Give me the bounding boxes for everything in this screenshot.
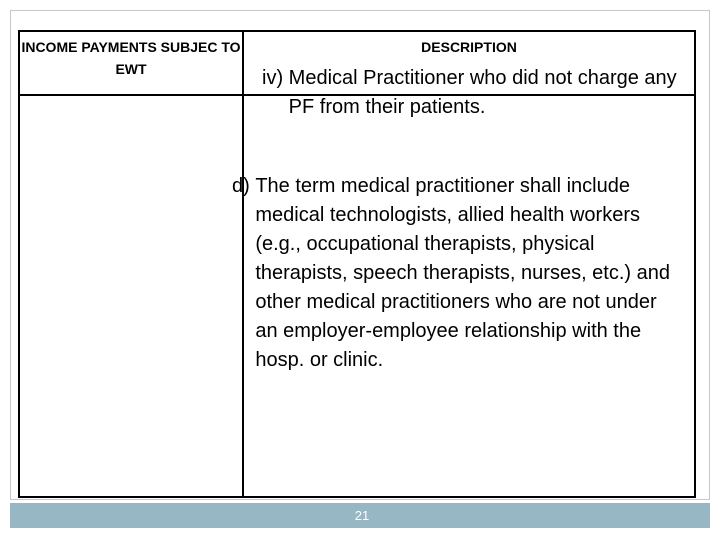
page-number: 21 bbox=[354, 508, 370, 523]
header-income-payments: INCOME PAYMENTS SUBJEC TO EWT bbox=[21, 39, 241, 77]
list-marker-d: d) bbox=[232, 175, 256, 197]
list-item-d bbox=[232, 172, 672, 375]
list-marker-iv: iv) bbox=[262, 67, 289, 89]
list-text-d: The term medical practitioner shall include medical technologists, allied health workers (e.g., occupational therapists, physical therapists, speech therapists, nurses, etc.) and other medical practitioners who are not under an employer-employee relationship with the hosp. or clinic. bbox=[255, 175, 671, 371]
list-text-iv: Medical Practitioner who did not charge any PF from their patients. bbox=[288, 67, 677, 118]
list-item-iv bbox=[262, 64, 682, 122]
header-description: DESCRIPTION bbox=[421, 39, 517, 55]
